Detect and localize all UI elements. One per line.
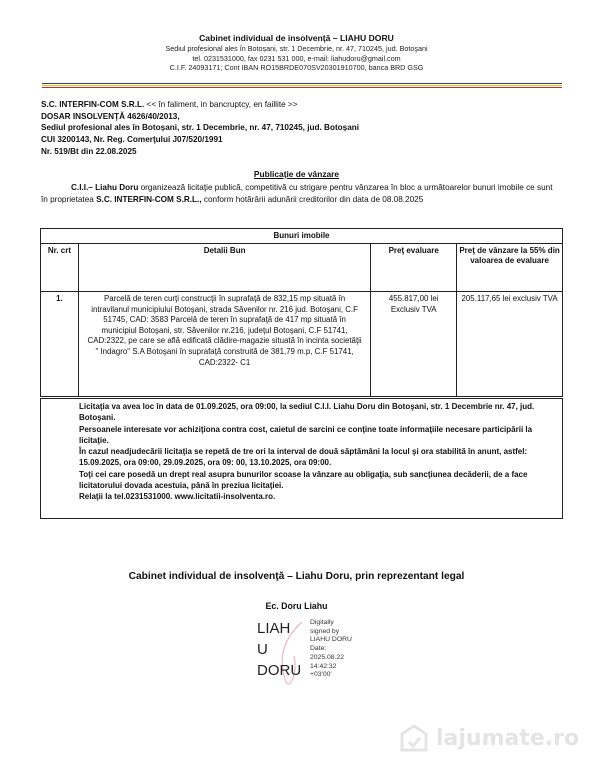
cell-pret-evaluare: 455.817,00 lei Exclusiv TVA (371, 292, 457, 397)
publication-title: Publicaţie de vânzare (253, 169, 340, 179)
watermark-text: lajumate.ro (436, 726, 580, 751)
header-pret-vanzare: Preţ de vânzare la 55% din valoarea de evaluare (457, 244, 563, 292)
company-name: S.C. INTERFIN-COM S.R.L. (41, 100, 145, 109)
letterhead-bank: C.I.F. 24093171; Cont IBAN RO15BRDE070SV20301910700, banca BRD GSG (169, 63, 424, 73)
divider-red (42, 87, 562, 88)
digital-signature-info: Digitally signed by LIAHU DORU Date: 2025.08.22 14:42:32 +03'00' (310, 619, 352, 679)
publication-intro (41, 182, 561, 205)
assets-table (40, 228, 563, 397)
letterhead-address: Sediul profesional ales în Botoșani, str. 1 Decembrie, nr. 47, 710245, jud. Botoşani (165, 44, 428, 53)
signatory-name: Ec. Doru Liahu (265, 601, 328, 611)
notice-date: Licitaţia va avea loc în data de 01.09.2025, ora 09:00, la sediul C.I.I. Liahu Doru din Botoşani, str. 1 Decembrie nr. 47, jud. Botoşani. (79, 402, 535, 423)
notice-rights: Toţi cei care posedă un drept real asupra bunurilor scoase la vânzare au obligaţia, sub sancţiunea decăderii, de a face licitatorului dovada acestuia, până în preziua licitaţiei. (79, 469, 528, 491)
notice-repeat: În cazul neadjudecării licitaţia se repetă de tre ori la interval de două săptămâni la locul şi ora stabilită în anunt, astfel: 15.09.2025, ora 09:00, 29.09.2025, ora 09: 00, 13.10.2025, ora 09:00. (79, 447, 528, 468)
cell-detalii: Parcelă de teren curţi construcţii în suprafaţă de 832,15 mp situată în intravilanul municipiului Botoşani, strada Săvenilor nr. 216 jud. Botoşani, C.F 51745, CAD: 3583 Parcelă de teren în suprafaţă de 417 mp situată în municipiul Botoşani, str. Săvenilor nr.216, judeţul Botoşani, C.F 51741, CAD:2322, pe care se află edificată clădire-magazie situată în incinta societăţii " Indagro" S.A Botoşani în suprafaţă construită de 381,79 m.p, C.F 51741, CAD:2322- C1 (78, 292, 370, 397)
letterhead-contact: tel. 0231531000, fax 0231 531 000, e-mail: liahudoru@gmail.com (192, 53, 401, 63)
company-status: << în faliment, in bancruptcy, en faillite >> (144, 100, 298, 109)
digital-signature-name: LIAH U DORU (257, 620, 302, 679)
document-number: Nr. 519/Bt din 22.08.2025 (41, 146, 137, 156)
company-cui: CUI 3200143, Nr. Reg. Comerţului J07/520/1991 (41, 135, 223, 145)
auction-notice (40, 398, 563, 519)
header-detalii: Detalii Bun (78, 244, 370, 292)
header-pret-evaluare: Preţ evaluare (371, 244, 457, 292)
watermark (392, 720, 592, 760)
notice-contact: Relaţii la tel.0231531000. www.licitatii-insolventa.ro. (79, 492, 276, 502)
table-row (41, 292, 563, 397)
cell-nr: 1. (41, 292, 79, 397)
dosar-number: DOSAR INSOLVENŢĂ 4626/40/2013, (41, 111, 180, 121)
letterhead-title: Cabinet individual de insolvenţă – LIAHU DORU (199, 33, 394, 43)
notice-documents: Persoanele interesate vor achiziţiona contra cost, caietul de sarcini ce conţine toate informaţiile necesare participării la licitaţie. (79, 424, 533, 445)
watermark-logo-icon (396, 724, 432, 754)
company-address: Sediul profesional ales în Botoșani, str. 1 Decembrie, nr. 47, 710245, jud. Botoșani (41, 123, 360, 133)
intro-text-1: organizează licitaţie publică, competitivă cu strigare pentru vânzarea în bloc a următoarelor bunuri imobile ce sunt în proprietatea (41, 183, 553, 204)
table-header-row (41, 244, 563, 292)
intro-organizer: C.I.I.– Liahu Doru (71, 183, 139, 192)
intro-text-2: conform hotărârii adunării creditorilor din data de 08.08.2025 (201, 194, 424, 204)
table-caption: Bunuri imobile (41, 229, 563, 244)
cell-pret-vanzare: 205.117,65 lei exclusiv TVA (457, 292, 563, 397)
footer-cabinet: Cabinet individual de insolvenţă – Liahu Doru, prin reprezentant legal (128, 571, 465, 582)
header-nr: Nr. crt (41, 244, 79, 292)
letterhead (0, 33, 593, 73)
company-block (41, 99, 359, 158)
intro-company: S.C. INTERFIN-COM S.R.L., (96, 194, 202, 204)
